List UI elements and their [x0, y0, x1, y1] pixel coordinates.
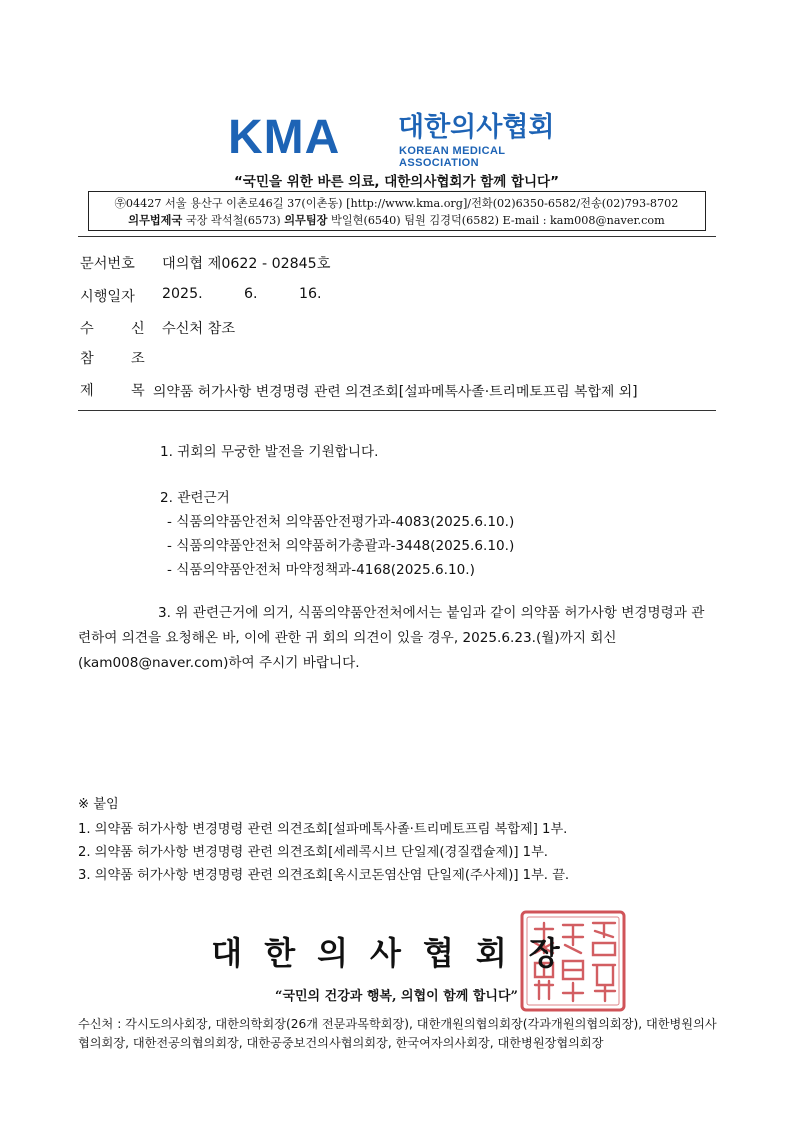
date-label: 시행일자: [80, 289, 135, 305]
meta-divider: [78, 410, 716, 411]
kma-logo: [228, 111, 588, 169]
doc-no-label: 문서번호: [80, 256, 135, 272]
to-label-1: 수: [80, 321, 94, 337]
team-info: 박일현(6540) 팀원 김경덕(6582) E-mail : kam008@naver.com: [331, 214, 665, 227]
org-name-kr: 대한의사협회: [398, 112, 555, 143]
dept-info: 국장 곽석철(6573): [185, 214, 281, 227]
contact-staff-line: [89, 212, 704, 228]
subject-label-2: 목: [131, 383, 145, 399]
header-slogan: “국민을 위한 바른 의료, 대한의사협회가 함께 합니다”: [234, 174, 559, 190]
attachment-item: 2. 의약품 허가사항 변경명령 관련 의견조회[세레콕시브 단일제(경질캡슐제)] 1부.: [78, 845, 548, 860]
to-value: 수신처 참조: [162, 321, 236, 337]
header-divider: [78, 236, 716, 237]
paragraph-1: 1. 귀회의 무궁한 발전을 기원합니다.: [160, 444, 379, 460]
date-year: 2025.: [162, 286, 203, 302]
doc-no: 대의협 제0622 - 02845호: [162, 256, 331, 272]
paragraph-2-title: 2. 관련근거: [160, 490, 230, 506]
attachment-item: 1. 의약품 허가사항 변경명령 관련 의견조회[설파메톡사졸·트리메토프림 복합제] 1부.: [78, 822, 568, 837]
attachments-title: ※ 붙임: [78, 797, 119, 812]
reference-item: - 식품의약품안전처 마약정책과-4168(2025.6.10.): [167, 562, 475, 578]
ref-label-1: 참: [80, 351, 94, 367]
team-label: 의무팀장: [284, 214, 328, 227]
logo-letters: KMA: [228, 111, 341, 164]
to-label-2: 신: [131, 321, 145, 337]
recipients-list: 수신처 : 각시도의사회장, 대한의학회장(26개 전문과목학회장), 대한개원의협의회장(각과개원의협의회장), 대한병원의사협의회장, 대한전공의협의회장, 대한공중보건의사협의회장, 한국여자의사회장, 대한병원장협의회장: [78, 1017, 717, 1050]
org-name-en: KOREAN MEDICAL ASSOCIATION: [399, 145, 506, 169]
attachment-item: 3. 의약품 허가사항 변경명령 관련 의견조회[옥시코돈염산염 단일제(주사제)] 1부. 끝.: [78, 868, 570, 883]
footer-slogan: “국민의 건강과 행복, 의협이 함께 합니다”: [274, 989, 519, 1004]
reference-item: - 식품의약품안전처 의약품안전평가과-4083(2025.6.10.): [167, 514, 515, 530]
date-month: 6.: [244, 286, 258, 302]
reference-item: - 식품의약품안전처 의약품허가총괄과-3448(2025.6.10.): [167, 538, 515, 554]
contact-box: [88, 191, 706, 231]
ref-label-2: 조: [131, 351, 145, 367]
paragraph-3: 3. 위 관련근거에 의거, 식품의약품안전처에서는 붙임과 같이 의약품 허가사항 변경명령과 관련하여 의견을 요청해온 바, 이에 관한 귀 회의 의견이 있을 경우, 2025.6.23.(월)까지 회신(kam008@naver.com)하여 주시기 바랍니다.: [78, 605, 705, 671]
dept-label: 의무법제국: [128, 214, 183, 227]
address-line: ㉾04427 서울 용산구 이촌로46길 37(이촌동) [http://www.kma.org]/전화(02)6350-6582/전송(02)793-8702: [114, 197, 679, 210]
signature-title: 대한의사협회장: [211, 934, 582, 972]
subject-label-1: 제: [80, 383, 94, 399]
date-day: 16.: [299, 286, 322, 302]
subject-value: 의약품 허가사항 변경명령 관련 의견조회[설파메톡사졸·트리메토프림 복합제 외]: [153, 384, 638, 400]
